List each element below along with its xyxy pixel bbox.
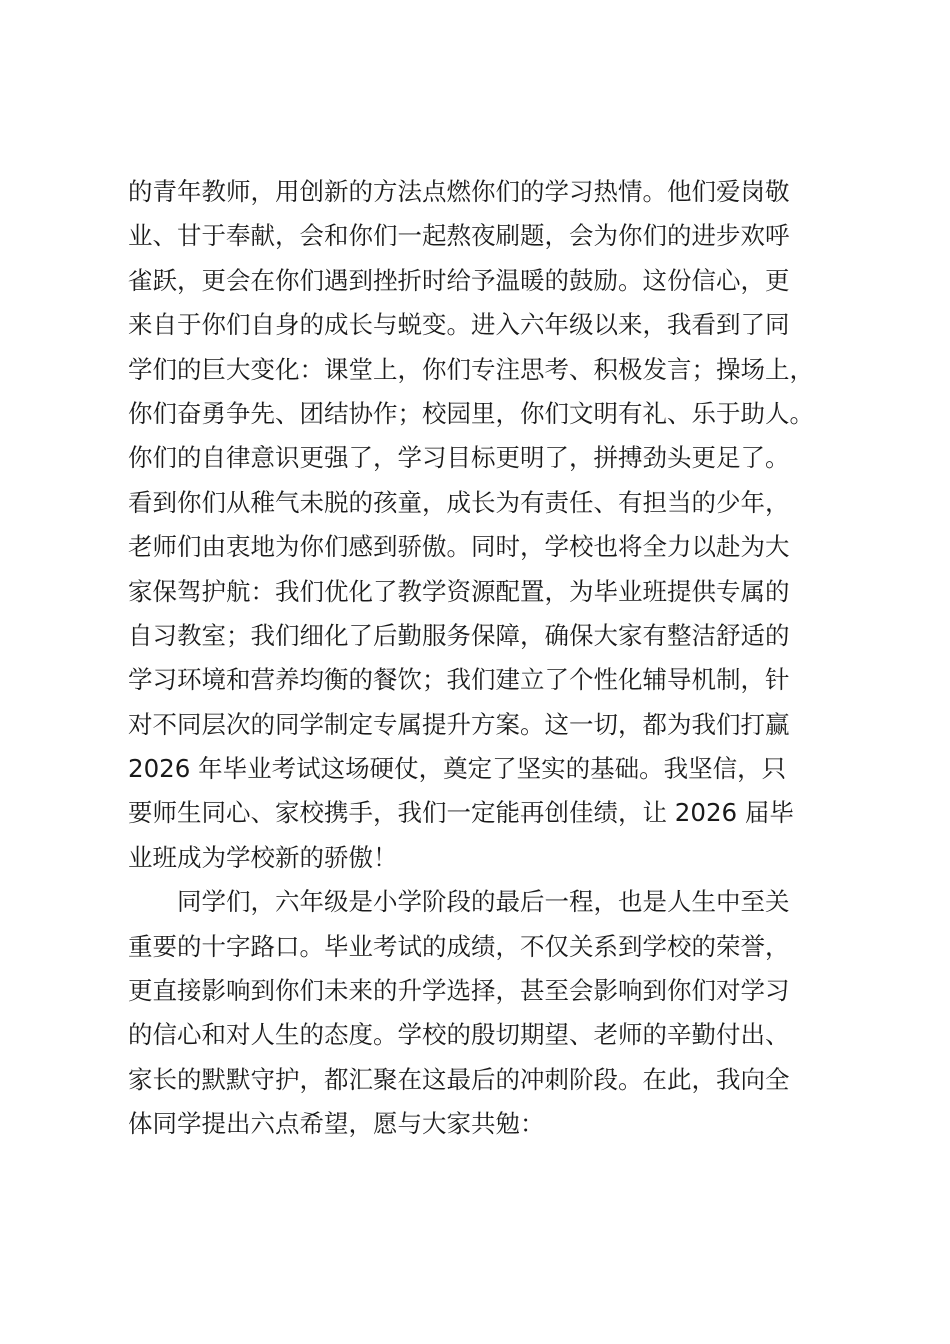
text-line: 你们奋勇争先、团结协作；校园里，你们文明有礼、乐于助人。	[128, 398, 814, 428]
text-line: 家长的默默守护，都汇聚在这最后的冲刺阶段。在此，我向全	[128, 1064, 790, 1094]
text-line: 你们的自律意识更强了，学习目标更明了，拼搏劲头更足了。	[128, 443, 790, 473]
text-line: 业班成为学校新的骄傲！	[128, 842, 398, 872]
text-line: 体同学提出六点希望，愿与大家共勉：	[128, 1109, 545, 1139]
text-line: 业、甘于奉献，会和你们一起熬夜刷题，会为你们的进步欢呼	[128, 221, 790, 251]
paragraph-start-line: 同学们，六年级是小学阶段的最后一程，也是人生中至关	[177, 887, 790, 917]
text-line: 来自于你们自身的成长与蜕变。进入六年级以来，我看到了同	[128, 310, 790, 340]
text-line: 更直接影响到你们未来的升学选择，甚至会影响到你们对学习	[128, 976, 790, 1006]
text-line: 的信心和对人生的态度。学校的殷切期望、老师的辛勤付出、	[128, 1020, 790, 1050]
text-line: 重要的十字路口。毕业考试的成绩，不仅关系到学校的荣誉，	[128, 931, 790, 961]
text-line: 要师生同心、家校携手，我们一定能再创佳绩，让 2026 届毕	[128, 798, 794, 828]
text-line: 家保驾护航：我们优化了教学资源配置，为毕业班提供专属的	[128, 576, 790, 606]
text-line: 对不同层次的同学制定专属提升方案。这一切，都为我们打赢	[128, 709, 790, 739]
text-line: 老师们由衷地为你们感到骄傲。同时，学校也将全力以赴为大	[128, 532, 790, 562]
text-line: 学习环境和营养均衡的餐饮；我们建立了个性化辅导机制，针	[128, 665, 790, 695]
text-line: 2026 年毕业考试这场硬仗，奠定了坚实的基础。我坚信，只	[128, 754, 787, 784]
text-line: 学们的巨大变化：课堂上，你们专注思考、积极发言；操场上，	[128, 354, 814, 384]
text-line: 雀跃，更会在你们遇到挫折时给予温暖的鼓励。这份信心，更	[128, 265, 790, 295]
body-text	[128, 170, 848, 1147]
text-line: 的青年教师，用创新的方法点燃你们的学习热情。他们爱岗敬	[128, 177, 790, 206]
text-line: 看到你们从稚气未脱的孩童，成长为有责任、有担当的少年，	[128, 487, 790, 517]
text-line: 自习教室；我们细化了后勤服务保障，确保大家有整洁舒适的	[128, 620, 790, 650]
